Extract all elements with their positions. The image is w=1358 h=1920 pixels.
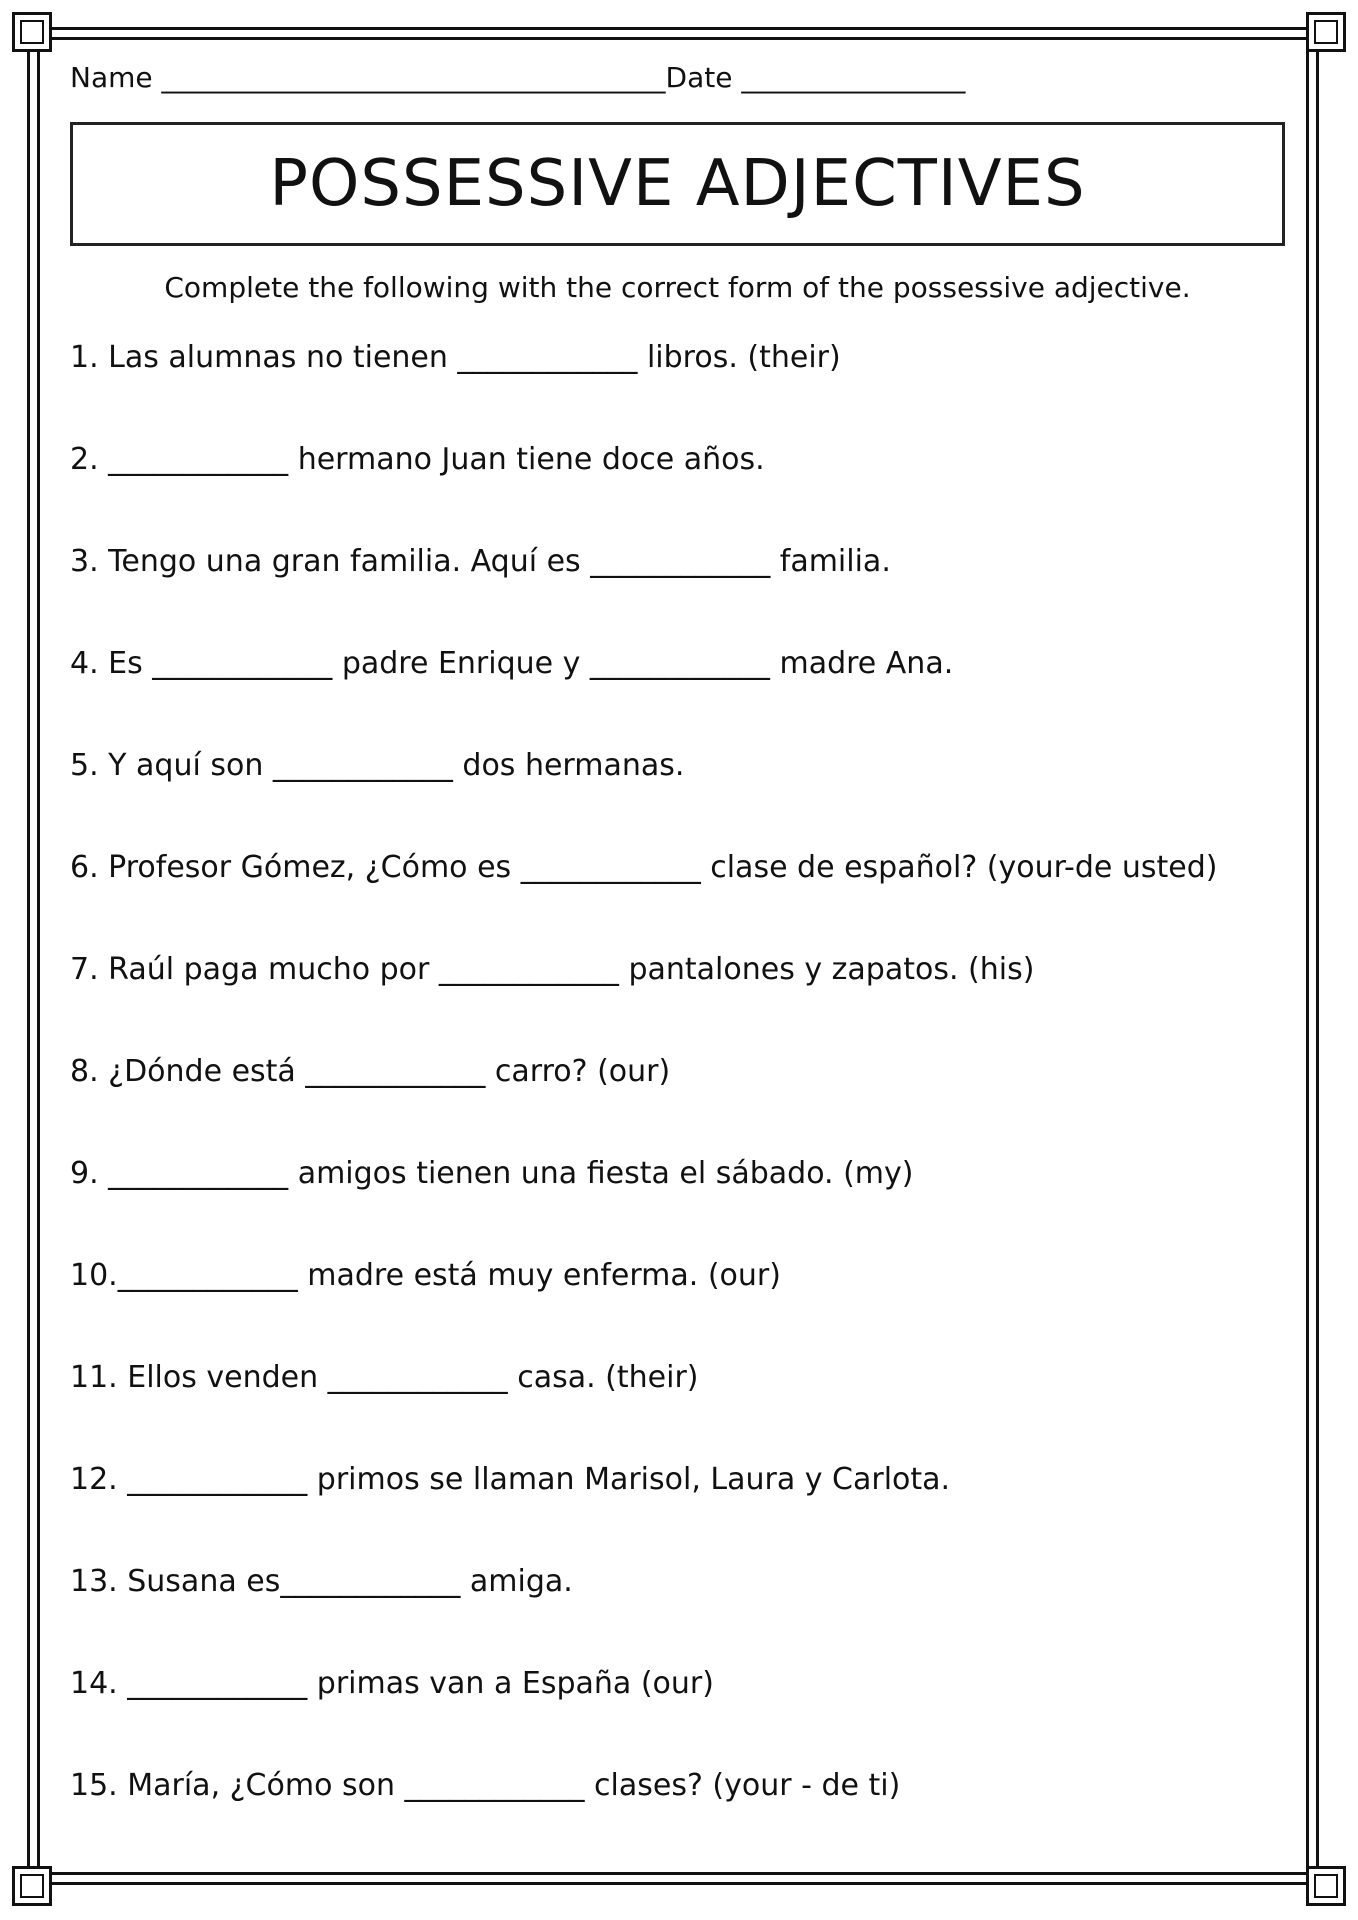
exercise-item: 13. Susana es____________ amiga. bbox=[70, 1564, 573, 1599]
exercise-item: 7. Raúl paga mucho por ____________ pantalones y zapatos. (his) bbox=[70, 952, 1035, 987]
exercise-item: 9. ____________ amigos tienen una fiesta el sábado. (my) bbox=[70, 1156, 914, 1191]
exercise-item: 15. María, ¿Cómo son ____________ clases? (your - de ti) bbox=[70, 1768, 901, 1803]
name-date-line: Name ____________________________________Date ________________ bbox=[70, 61, 966, 94]
exercise-item: 12. ____________ primos se llaman Marisol, Laura y Carlota. bbox=[70, 1462, 951, 1497]
exercise-item: 5. Y aquí son ____________ dos hermanas. bbox=[70, 748, 685, 783]
exercise-item: 11. Ellos venden ____________ casa. (their) bbox=[70, 1360, 699, 1395]
exercise-item: 3. Tengo una gran familia. Aquí es ____________ familia. bbox=[70, 544, 891, 579]
corner-ornament-top-right bbox=[1306, 12, 1346, 52]
corner-ornament-bottom-right bbox=[1306, 1866, 1346, 1906]
exercise-item: 1. Las alumnas no tienen ____________ libros. (their) bbox=[70, 340, 841, 375]
exercise-list bbox=[70, 338, 1290, 1868]
title-box bbox=[70, 122, 1285, 246]
exercise-item: 10.____________ madre está muy enferma. (our) bbox=[70, 1258, 781, 1293]
exercise-item: 6. Profesor Gómez, ¿Cómo es ____________ clase de español? (your-de usted) bbox=[70, 850, 1218, 885]
exercise-item: 8. ¿Dónde está ____________ carro? (our) bbox=[70, 1054, 671, 1089]
exercise-item: 4. Es ____________ padre Enrique y ____________ madre Ana. bbox=[70, 646, 954, 681]
worksheet bbox=[70, 60, 1290, 1868]
instructions: Complete the following with the correct form of the possessive adjective. bbox=[164, 271, 1191, 304]
corner-ornament-bottom-left bbox=[12, 1866, 52, 1906]
corner-ornament-top-left bbox=[12, 12, 52, 52]
exercise-item: 14. ____________ primas van a España (our) bbox=[70, 1666, 714, 1701]
exercise-item: 2. ____________ hermano Juan tiene doce años. bbox=[70, 442, 765, 477]
page-title: POSSESSIVE ADJECTIVES bbox=[269, 147, 1086, 221]
